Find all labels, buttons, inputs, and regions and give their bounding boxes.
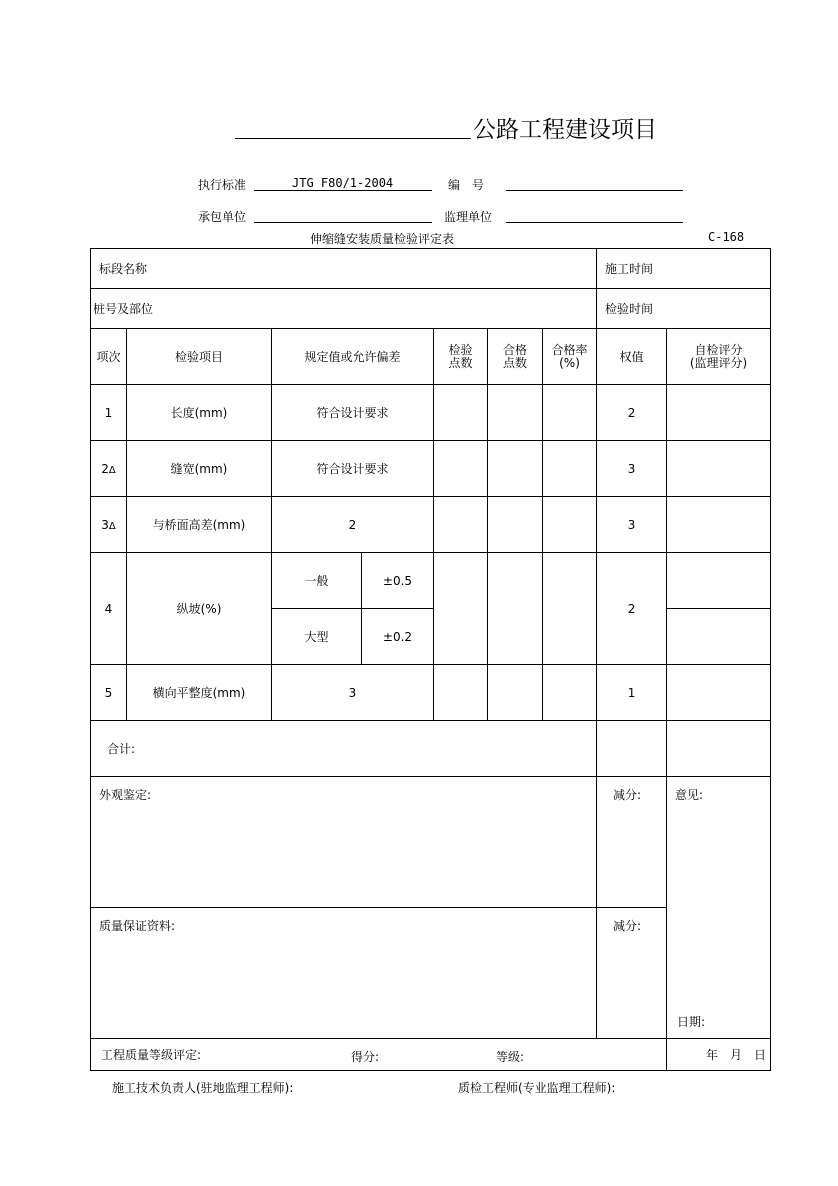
score-input[interactable] [667,385,771,441]
score-input[interactable] [667,497,771,553]
score-input[interactable] [667,609,771,665]
contractor-label: 承包单位 [198,210,247,224]
score-input[interactable] [667,441,771,497]
row-item: 横向平整度(mm) [127,665,272,721]
col-header-index: 项次 [91,329,127,385]
rate-input[interactable] [543,665,597,721]
col-header-spec: 规定值或允许偏差 [272,329,434,385]
grade-eval-label: 工程质量等级评定: [101,1048,202,1062]
total-cell [91,721,597,777]
deduct-cell-2[interactable] [597,908,667,1039]
number-field[interactable] [506,190,683,191]
supervisor-label: 监理单位 [444,210,493,224]
pass-input[interactable] [488,497,543,553]
col-header-weight: 权值 [597,329,667,385]
row-index: 4 [91,553,127,665]
deduct-label-1: 减分: [613,788,642,802]
supervisor-field[interactable] [506,222,683,223]
row-item: 长度(mm) [127,385,272,441]
sub-spec-label: 大型 [272,609,362,665]
deduct-cell-1[interactable] [597,777,667,908]
row-index: 2Δ [91,441,127,497]
row-weight: 2 [597,553,667,665]
row-spec: 2 [272,497,434,553]
opinion-cell[interactable] [667,777,771,1039]
score-label: 得分: [351,1050,380,1064]
project-name-line [235,138,471,139]
row-index: 3Δ [91,497,127,553]
points-input[interactable] [434,497,488,553]
row-spec: 3 [272,665,434,721]
section-name-cell[interactable] [91,249,597,289]
points-input[interactable] [434,553,488,665]
date-ymd: 年 月 日 [667,1039,771,1071]
total-score[interactable] [667,721,771,777]
rate-input[interactable] [543,441,597,497]
table-row [91,385,771,441]
pass-input[interactable] [488,665,543,721]
page-title: 公路工程建设项目 [473,117,657,143]
section-name-label: 标段名称 [99,262,148,276]
grade-eval-cell[interactable] [91,1039,667,1071]
key-item-mark: Δ [108,464,116,476]
total-weight[interactable] [597,721,667,777]
rate-input[interactable] [543,553,597,665]
row-item: 与桥面高差(mm) [127,497,272,553]
signature-right: 质检工程师(专业监理工程师): [458,1081,616,1095]
row-spec: 符合设计要求 [272,441,434,497]
grade-label: 等级: [496,1050,525,1064]
row-index: 5 [91,665,127,721]
row-spec: 符合设计要求 [272,385,434,441]
pass-input[interactable] [488,385,543,441]
row-item: 纵坡(%) [127,553,272,665]
total-label: 合计: [107,742,136,756]
number-label: 编 号 [448,178,485,192]
quality-docs-label: 质量保证资料: [99,919,176,933]
form-code: C-168 [708,230,745,244]
col-header-self-score: 自检评分 (监理评分) [667,329,771,385]
sub-spec-value: ±0.5 [362,553,434,609]
build-time-label: 施工时间 [605,262,654,276]
row-weight: 2 [597,385,667,441]
points-input[interactable] [434,665,488,721]
rate-input[interactable] [543,385,597,441]
form-title: 伸缩缝安装质量检验评定表 [310,232,455,246]
date-label: 日期: [677,1015,706,1029]
row-item: 缝宽(mm) [127,441,272,497]
build-time-cell[interactable] [597,249,771,289]
quality-docs-cell[interactable] [91,908,597,1039]
rate-input[interactable] [543,497,597,553]
standard-label: 执行标准 [198,178,247,192]
station-cell[interactable] [91,289,597,329]
col-header-pass: 合格 点数 [488,329,543,385]
row-weight: 1 [597,665,667,721]
col-header-points: 检验 点数 [434,329,488,385]
pass-input[interactable] [488,553,543,665]
station-label: 桩号及部位 [93,302,154,316]
opinion-label: 意见: [675,788,704,802]
points-input[interactable] [434,441,488,497]
key-item-mark: Δ [108,520,116,532]
deduct-label-2: 减分: [613,919,642,933]
table-row [91,553,771,609]
sub-spec-value: ±0.2 [362,609,434,665]
points-input[interactable] [434,385,488,441]
contractor-field[interactable] [254,222,432,223]
row-weight: 3 [597,441,667,497]
table-row [91,497,771,553]
col-header-rate: 合格率 (%) [543,329,597,385]
inspect-time-label: 检验时间 [605,302,654,316]
appearance-cell[interactable] [91,777,597,908]
inspect-time-cell[interactable] [597,289,771,329]
col-header-item: 检验项目 [127,329,272,385]
evaluation-table [90,248,771,1071]
row-index: 1 [91,385,127,441]
score-input[interactable] [667,553,771,609]
standard-value: JTG F80/1-2004 [292,176,394,190]
row-weight: 3 [597,497,667,553]
signature-left: 施工技术负责人(驻地监理工程师): [112,1081,294,1095]
table-row [91,665,771,721]
pass-input[interactable] [488,441,543,497]
appearance-label: 外观鉴定: [99,788,152,802]
standard-line [254,190,432,191]
table-row [91,441,771,497]
sub-spec-label: 一般 [272,553,362,609]
score-input[interactable] [667,665,771,721]
